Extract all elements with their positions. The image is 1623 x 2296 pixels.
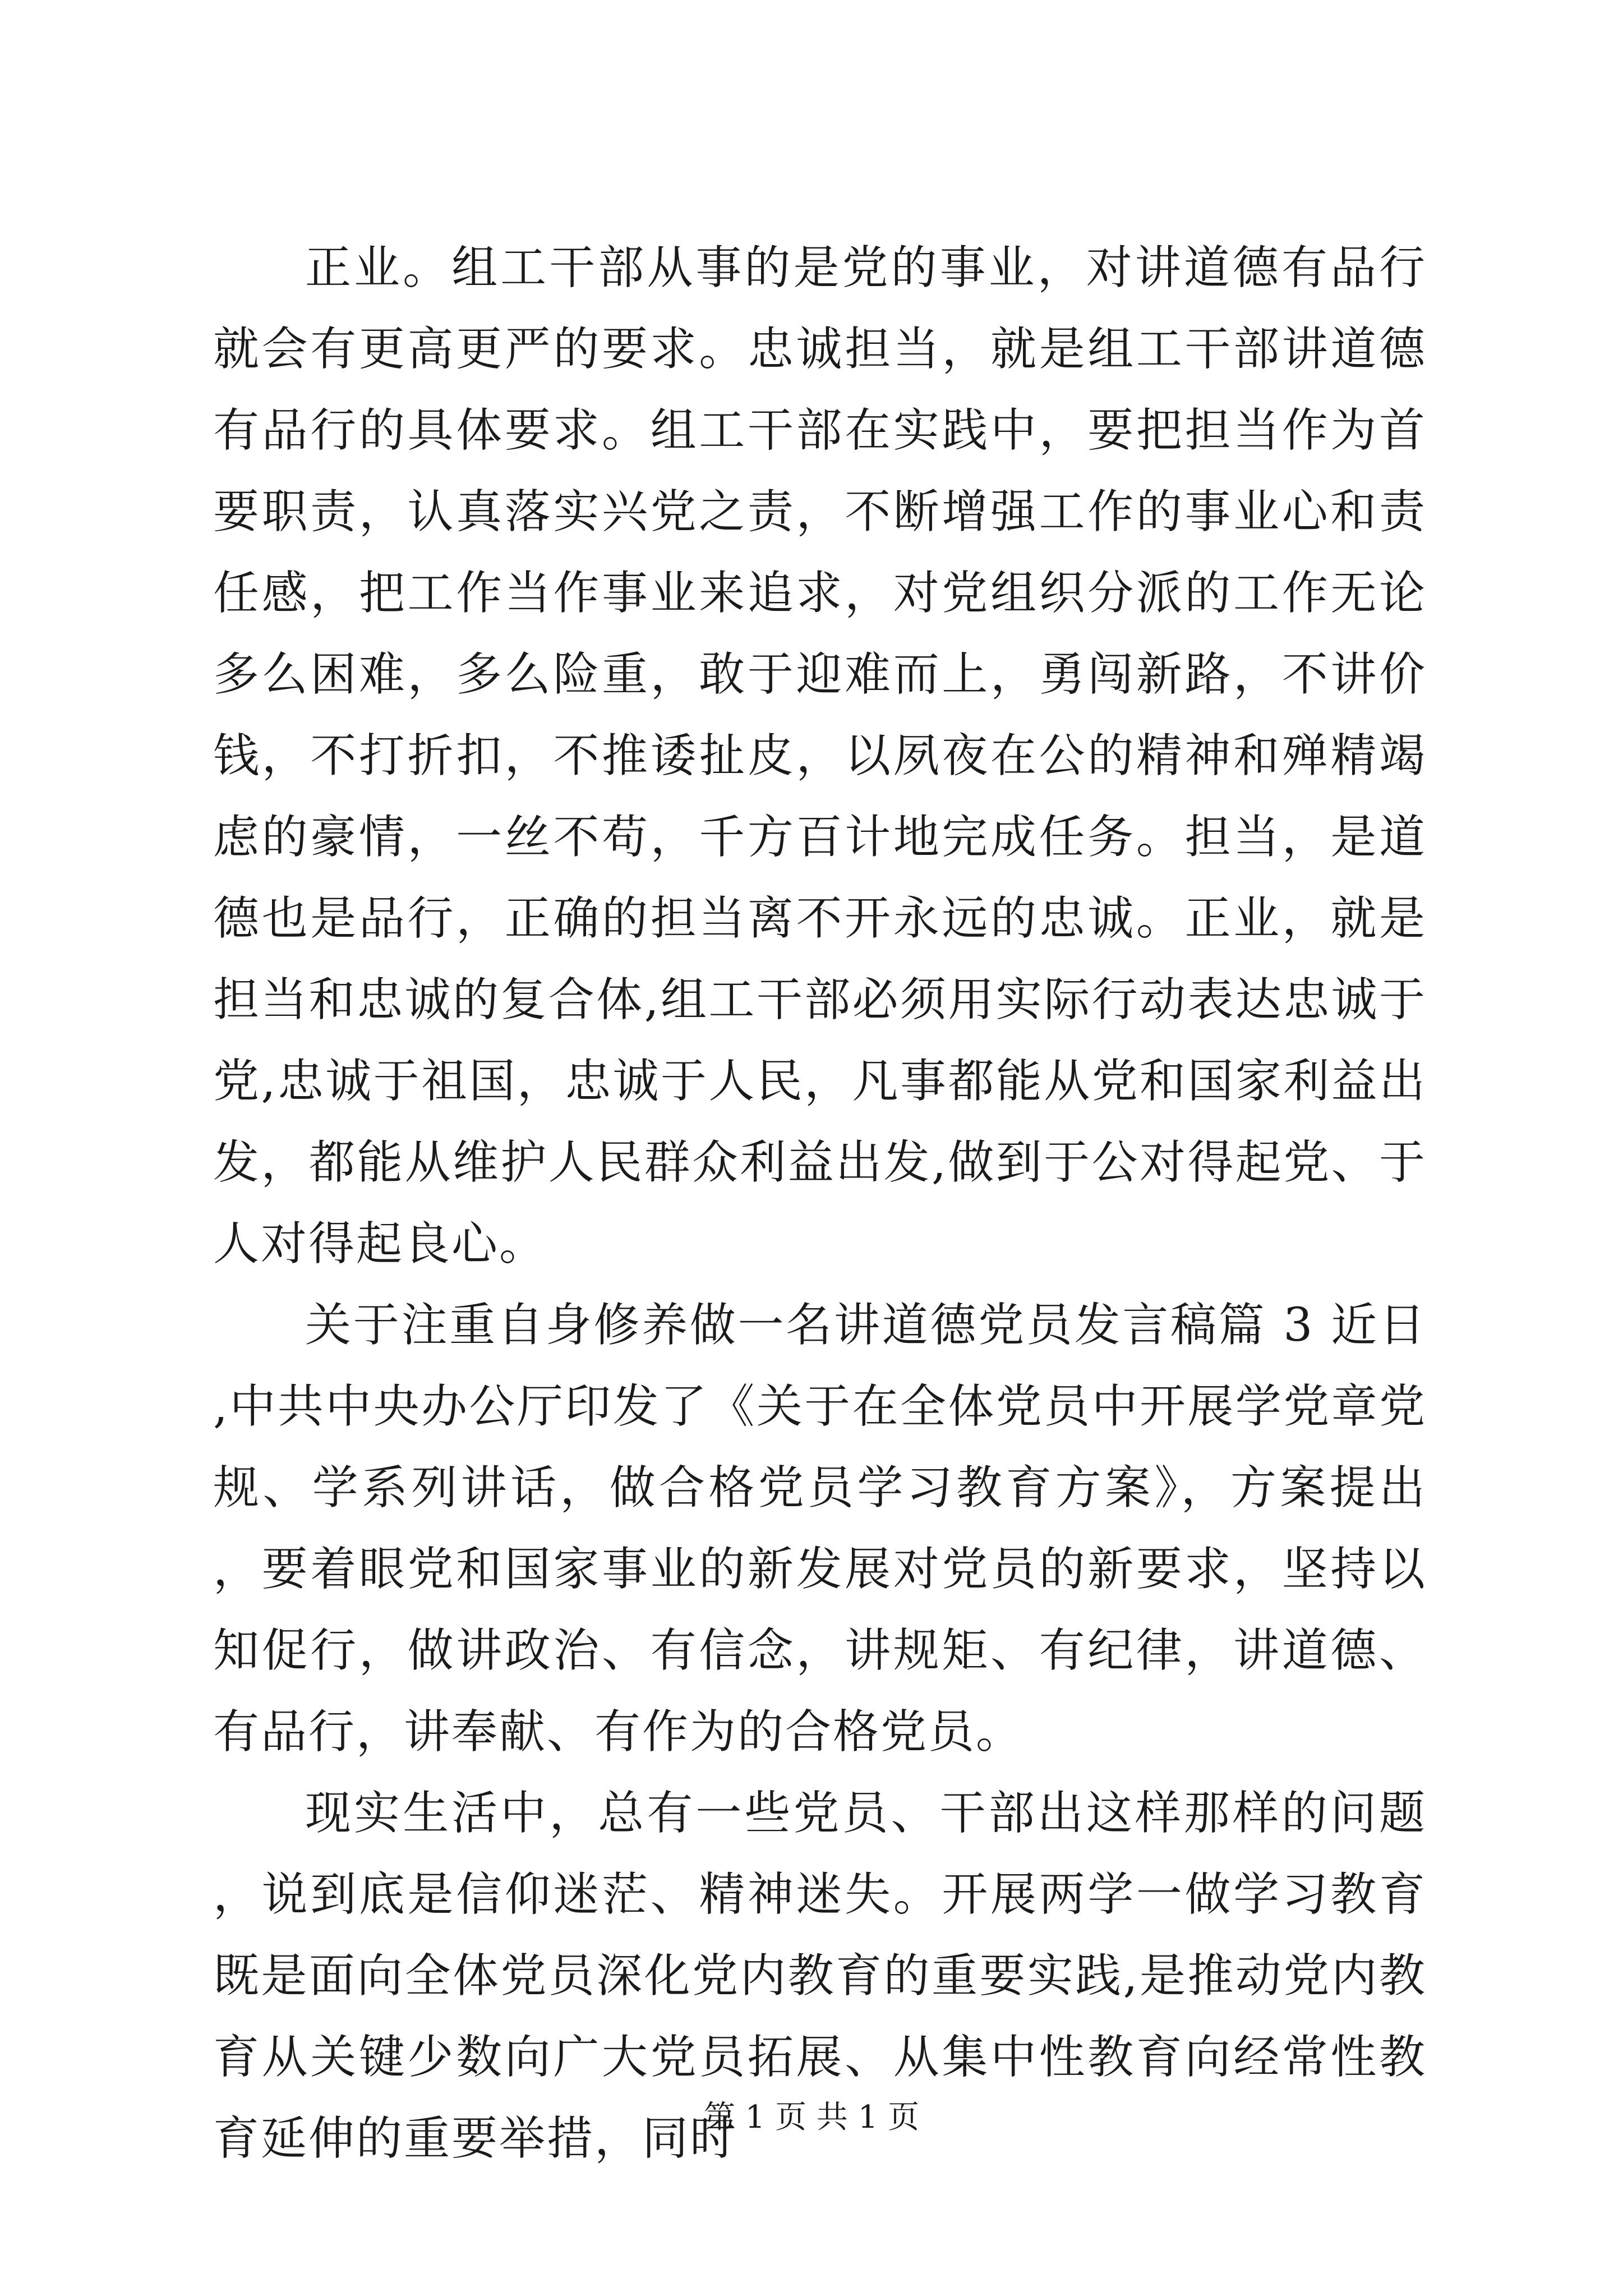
paragraph-2: 关于注重自身修养做一名讲道德党员发言稿篇 3 近日,中共中央办公厅印发了《关于在全体党员中开展学党章党规、学系列讲话，做合格党员学习教育方案》，方案提出，要着眼党和国家事业的新发展对党员的新要求，坚持以知促行，做讲政治、有信念，讲规矩、有纪律，讲道德、有品行，讲奉献、有作为的合格党员。 — [213, 1299, 1427, 1759]
page-number-footer: 第 1 页 共 1 页 — [703, 2099, 920, 2136]
paragraph-3: 现实生活中，总有一些党员、干部出这样那样的问题，说到底是信仰迷茫、精神迷失。开展两学一做学习教育既是面向全体党员深化党内教育的重要实践,是推动党内教育从关键少数向广大党员拓展、从集中性教育向经常性教育延伸的重要举措，同时 — [213, 1787, 1427, 2165]
document-body — [213, 227, 1427, 2179]
paragraph-1: 正业。组工干部从事的是党的事业，对讲道德有品行就会有更高更严的要求。忠诚担当，就是组工干部讲道德有品行的具体要求。组工干部在实践中，要把担当作为首要职责，认真落实兴党之责，不断增强工作的事业心和责任感，把工作当作事业来追求，对党组织分派的工作无论多么困难，多么险重，敢于迎难而上，勇闯新路，不讲价钱，不打折扣，不推诿扯皮，以夙夜在公的精神和殚精竭虑的豪情，一丝不苟，千方百计地完成任务。担当，是道德也是品行，正确的担当离不开永远的忠诚。正业，就是担当和忠诚的复合体,组工干部必须用实际行动表达忠诚于党,忠诚于祖国，忠诚于人民，凡事都能从党和国家利益出发，都能从维护人民群众利益出发,做到于公对得起党、于人对得起良心。 — [213, 241, 1427, 1271]
